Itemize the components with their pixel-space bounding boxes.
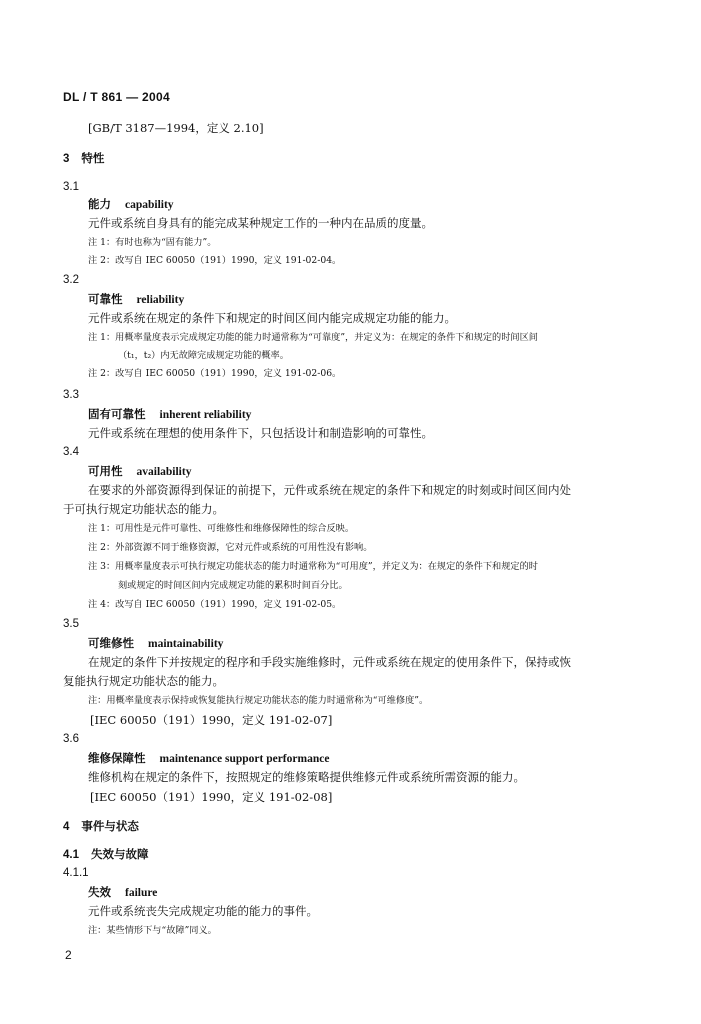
clause-number: 3.4 [63,446,79,458]
definition: 维修机构在规定的条件下，按照规定的维修策略提供维修元件或系统所需资源的能力。 [88,770,525,784]
term-en: maintainability [148,638,224,650]
note: 注：某些情形下与“故障”同义。 [88,925,217,936]
section-3-heading [63,151,104,166]
note: 注 1：用概率量度表示完成规定功能的能力时通常称为“可靠度”，并定义为：在规定的条件下和规定的时间区间 [88,332,538,343]
definition: 元件或系统丧失完成规定功能的能力的事件。 [88,904,318,918]
term-cn: 可靠性 [88,292,123,306]
term-en: capability [125,199,174,211]
term-en: maintenance support performance [159,753,330,765]
term-heading [88,407,251,422]
clause-number: 3.3 [63,389,79,401]
reference-line: [GB/T 3187—1994，定义 2.10] [88,121,264,135]
note: 注 4：改写自 IEC 60050（191）1990，定义 191-02-05。 [88,599,342,610]
term-en: failure [125,887,158,899]
term-cn: 失效 [88,885,111,899]
term-cn: 维修保障性 [88,751,146,765]
standard-header: DL / T 861 — 2004 [63,90,170,104]
clause-number: 3.6 [63,733,79,745]
definition: 在规定的条件下并按规定的程序和手段实施维修时，元件或系统在规定的使用条件下，保持或恢 [88,655,571,669]
term-cn: 可用性 [88,464,123,478]
clause-number: 4.1.1 [63,867,89,879]
term-heading [88,885,157,900]
section-4-heading [63,819,139,834]
note-continuation: 刻或规定的时间区间内完成规定功能的累积时间百分比。 [118,580,348,591]
section-number: 3 [63,153,70,165]
section-number: 4 [63,821,70,833]
note: 注 2：改写自 IEC 60050（191）1990，定义 191-02-04。 [88,255,342,266]
definition-continuation: 复能执行规定功能状态的能力。 [63,674,224,688]
note: 注 3：用概率量度表示可执行规定功能状态的能力时通常称为“可用度”，并定义为：在规定的条件下和规定的时 [88,561,538,572]
term-heading [88,197,174,212]
reference-line: [IEC 60050（191）1990，定义 191-02-07] [90,713,333,727]
section-title: 失效与故障 [91,847,149,861]
definition: 在要求的外部资源得到保证的前提下，元件或系统在规定的条件下和规定的时刻或时间区间内处 [88,483,571,497]
section-number: 4.1 [63,849,79,861]
term-cn: 能力 [88,197,111,211]
note: 注：用概率量度表示保持或恢复能执行规定功能状态的能力时通常称为“可维修度”。 [88,695,429,706]
term-heading [88,751,329,766]
definition: 元件或系统自身具有的能完成某种规定工作的一种内在品质的度量。 [88,216,433,230]
section-title: 特性 [81,151,105,165]
note: 注 2：外部资源不同于维修资源，它对元件或系统的可用性没有影响。 [88,542,373,553]
term-en: availability [136,466,192,478]
term-heading [88,636,223,651]
clause-number: 3.2 [63,274,79,286]
clause-number: 3.5 [63,618,79,630]
definition-continuation: 于可执行规定功能状态的能力。 [63,502,224,516]
definition: 元件或系统在理想的使用条件下，只包括设计和制造影响的可靠性。 [88,426,433,440]
term-cn: 固有可靠性 [88,407,146,421]
term-en: inherent reliability [159,409,252,421]
page-number: 2 [65,948,72,962]
note: 注 2：改写自 IEC 60050（191）1990，定义 191-02-06。 [88,368,342,379]
note-continuation: （t₁，t₂）内无故障完成规定功能的概率。 [118,350,289,361]
clause-number: 3.1 [63,181,79,193]
term-heading [88,464,191,479]
definition: 元件或系统在规定的条件下和规定的时间区间内能完成规定功能的能力。 [88,311,456,325]
note: 注 1：有时也称为“固有能力”。 [88,237,217,248]
term-cn: 可维修性 [88,636,134,650]
note: 注 1：可用性是元件可靠性、可维修性和维修保障性的综合反映。 [88,523,355,534]
reference-line: [IEC 60050（191）1990，定义 191-02-08] [90,790,333,804]
term-heading [88,292,184,307]
term-en: reliability [136,294,185,306]
section-4-1-heading [63,847,149,862]
section-title: 事件与状态 [81,819,139,833]
